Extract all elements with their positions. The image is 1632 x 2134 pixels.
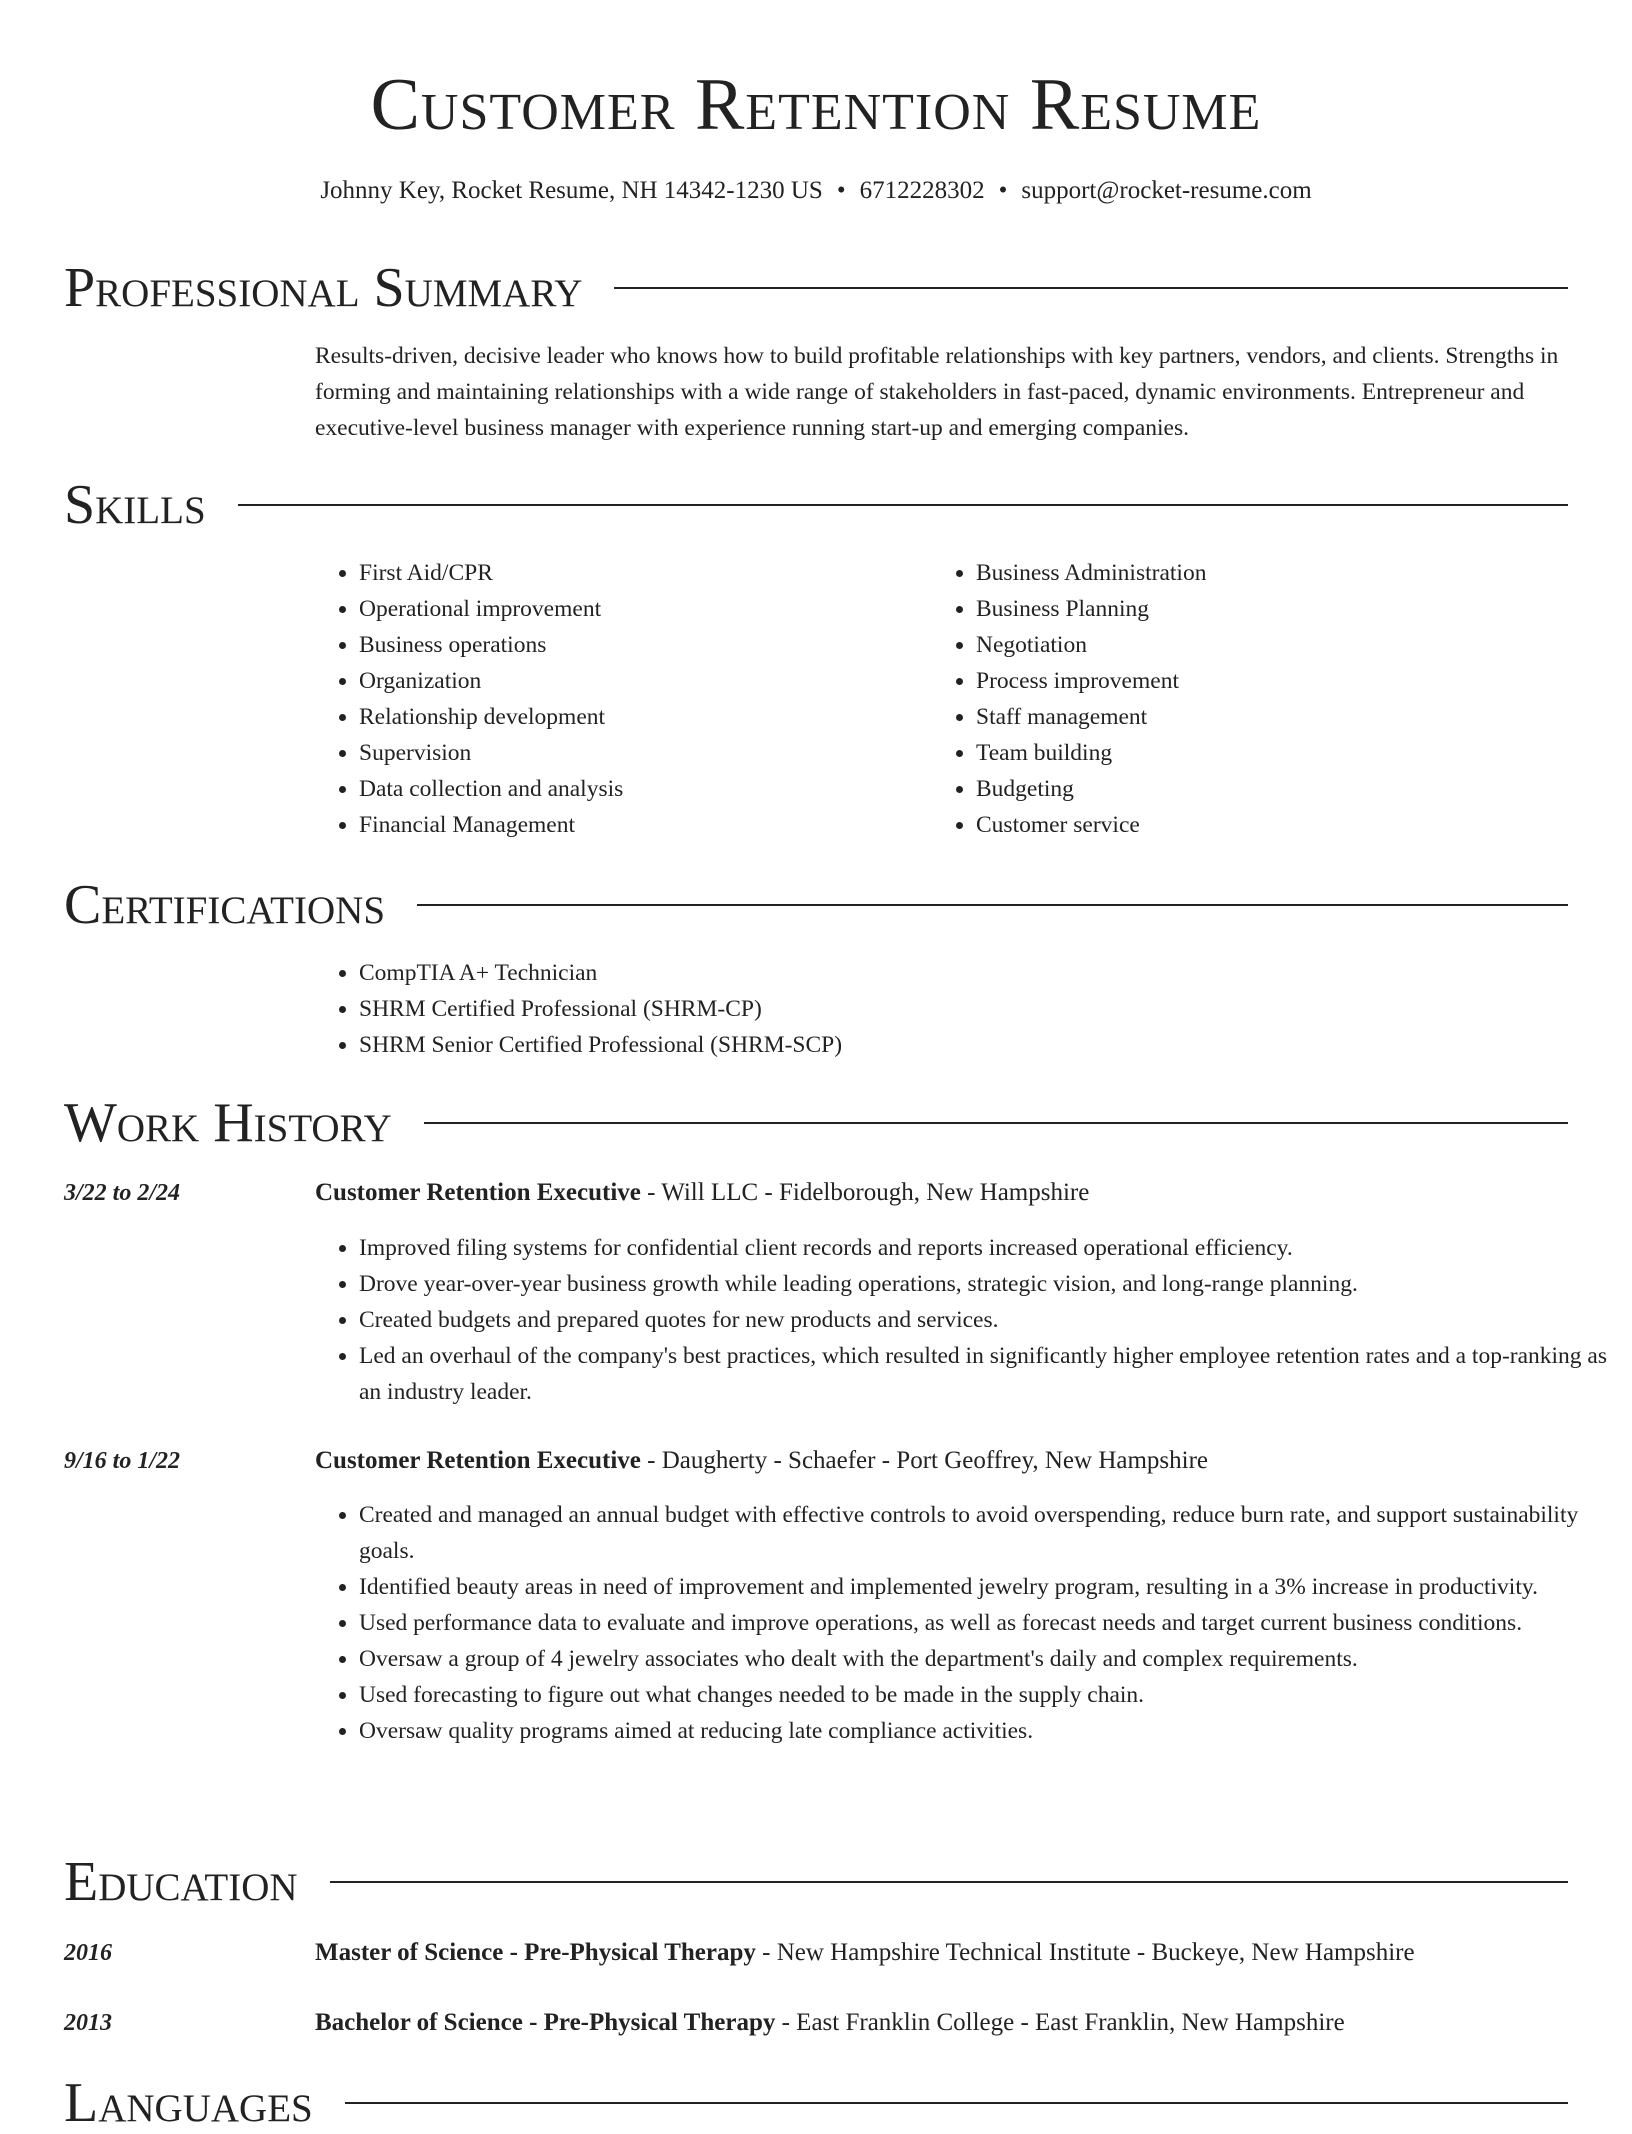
job-bullet: • Drove year-over-year business growth while leading operations, strategic vision, and long-range planning.	[359, 1266, 1609, 1302]
job-title: Customer Retention Executive	[315, 1179, 641, 1206]
skill-item: • Business Planning	[976, 591, 1576, 627]
section-divider	[64, 504, 1568, 506]
job-bullet: • Used forecasting to figure out what changes needed to be made in the supply chain.	[359, 1677, 1609, 1713]
education-entry	[315, 2005, 1345, 2041]
job-bullet: • Oversaw a group of 4 jewelry associates who dealt with the department's daily and complex requirements.	[359, 1641, 1609, 1677]
certification-item: • CompTIA A+ Technician	[359, 955, 1609, 991]
skill-item: • Budgeting	[976, 771, 1576, 807]
job-details: - Daugherty - Schaefer - Port Geoffrey, New Hampshire	[640, 1447, 1209, 1474]
job-bullet: • Led an overhaul of the company's best practices, which resulted in significantly higher employee retention rates and a top-ranking as an industry leader.	[359, 1338, 1609, 1410]
education-details: - New Hampshire Technical Institute - Buckeye, New Hampshire	[755, 1939, 1415, 1966]
certifications-list	[315, 955, 1609, 1063]
skill-item: • Staff management	[976, 699, 1576, 735]
job-bullet: • Improved filing systems for confidential client records and reports increased operational efficiency.	[359, 1230, 1609, 1266]
job-header	[315, 1443, 1208, 1479]
section-heading: Languages	[64, 2072, 345, 2134]
education-details: - East Franklin College - East Franklin, New Hampshire	[775, 2009, 1345, 2036]
section-heading: Professional Summary	[64, 257, 614, 319]
education-year: 2016	[64, 1940, 112, 1966]
contact-email[interactable]: support@rocket-resume.com	[1021, 177, 1312, 204]
contact-phone: 6712228302	[859, 177, 985, 204]
certification-item: • SHRM Senior Certified Professional (SHRM-SCP)	[359, 1027, 1609, 1063]
section-heading: Skills	[64, 474, 238, 536]
certification-item: • SHRM Certified Professional (SHRM-CP)	[359, 991, 1609, 1027]
section-heading: Work History	[64, 1092, 424, 1154]
section-work-history	[64, 1092, 1568, 1154]
skill-item: • Data collection and analysis	[359, 771, 919, 807]
skill-item: • Business Administration	[976, 555, 1576, 591]
contact-line	[0, 175, 1632, 207]
skill-item: • First Aid/CPR	[359, 555, 919, 591]
job-bullets	[315, 1497, 1609, 1749]
skill-item: • Operational improvement	[359, 591, 919, 627]
skill-item: • Negotiation	[976, 627, 1576, 663]
section-professional-summary	[64, 257, 1568, 319]
skill-item: • Supervision	[359, 735, 919, 771]
job-details: - Will LLC - Fidelborough, New Hampshire	[640, 1179, 1090, 1206]
skill-item: • Team building	[976, 735, 1576, 771]
job-dates: 9/16 to 1/22	[64, 1448, 181, 1474]
job-bullet: • Identified beauty areas in need of improvement and implemented jewelry program, resulting in a 3% increase in productivity.	[359, 1569, 1609, 1605]
contact-address: Johnny Key, Rocket Resume, NH 14342-1230 US	[320, 177, 823, 204]
job-dates: 3/22 to 2/24	[64, 1180, 181, 1206]
section-heading: Education	[64, 1851, 330, 1913]
skill-item: • Financial Management	[359, 807, 919, 843]
skills-list-right	[932, 555, 1576, 843]
skill-item: • Process improvement	[976, 663, 1576, 699]
resume-title: Customer Retention Resume	[370, 64, 1262, 146]
education-entry	[315, 1935, 1415, 1971]
job-title: Customer Retention Executive	[315, 1447, 641, 1474]
skill-item: • Organization	[359, 663, 919, 699]
skill-item: • Relationship development	[359, 699, 919, 735]
summary-text: Results-driven, decisive leader who knows how to build profitable relationships with key partners, vendors, and clients. Strengths in forming and maintaining relationships with a wide range of stakeholders in fast-paced, dynamic environments. Entrepreneur and executive-level business manager with experience running start-up and emerging companies.	[315, 343, 1559, 441]
skill-item: • Customer service	[976, 807, 1576, 843]
contact-separator: •	[998, 177, 1008, 204]
education-degree: Master of Science - Pre-Physical Therapy	[315, 1939, 756, 1966]
job-bullet: • Created budgets and prepared quotes for new products and services.	[359, 1302, 1609, 1338]
section-skills	[64, 474, 1568, 536]
section-education	[64, 1851, 1568, 1913]
contact-separator: •	[836, 177, 846, 204]
section-certifications	[64, 874, 1568, 936]
job-bullet: • Used performance data to evaluate and improve operations, as well as forecast needs and target current business conditions.	[359, 1605, 1609, 1641]
job-header	[315, 1175, 1089, 1211]
section-heading: Certifications	[64, 874, 417, 936]
skills-list-left	[315, 555, 919, 843]
section-languages	[64, 2072, 1568, 2134]
job-bullet: • Created and managed an annual budget with effective controls to avoid overspending, reduce burn rate, and support sustainability goals.	[359, 1497, 1609, 1569]
education-year: 2013	[64, 2010, 112, 2036]
education-degree: Bachelor of Science - Pre-Physical Therapy	[315, 2009, 776, 2036]
skill-item: • Business operations	[359, 627, 919, 663]
job-bullets	[315, 1230, 1609, 1410]
job-bullet: • Oversaw quality programs aimed at reducing late compliance activities.	[359, 1713, 1609, 1749]
